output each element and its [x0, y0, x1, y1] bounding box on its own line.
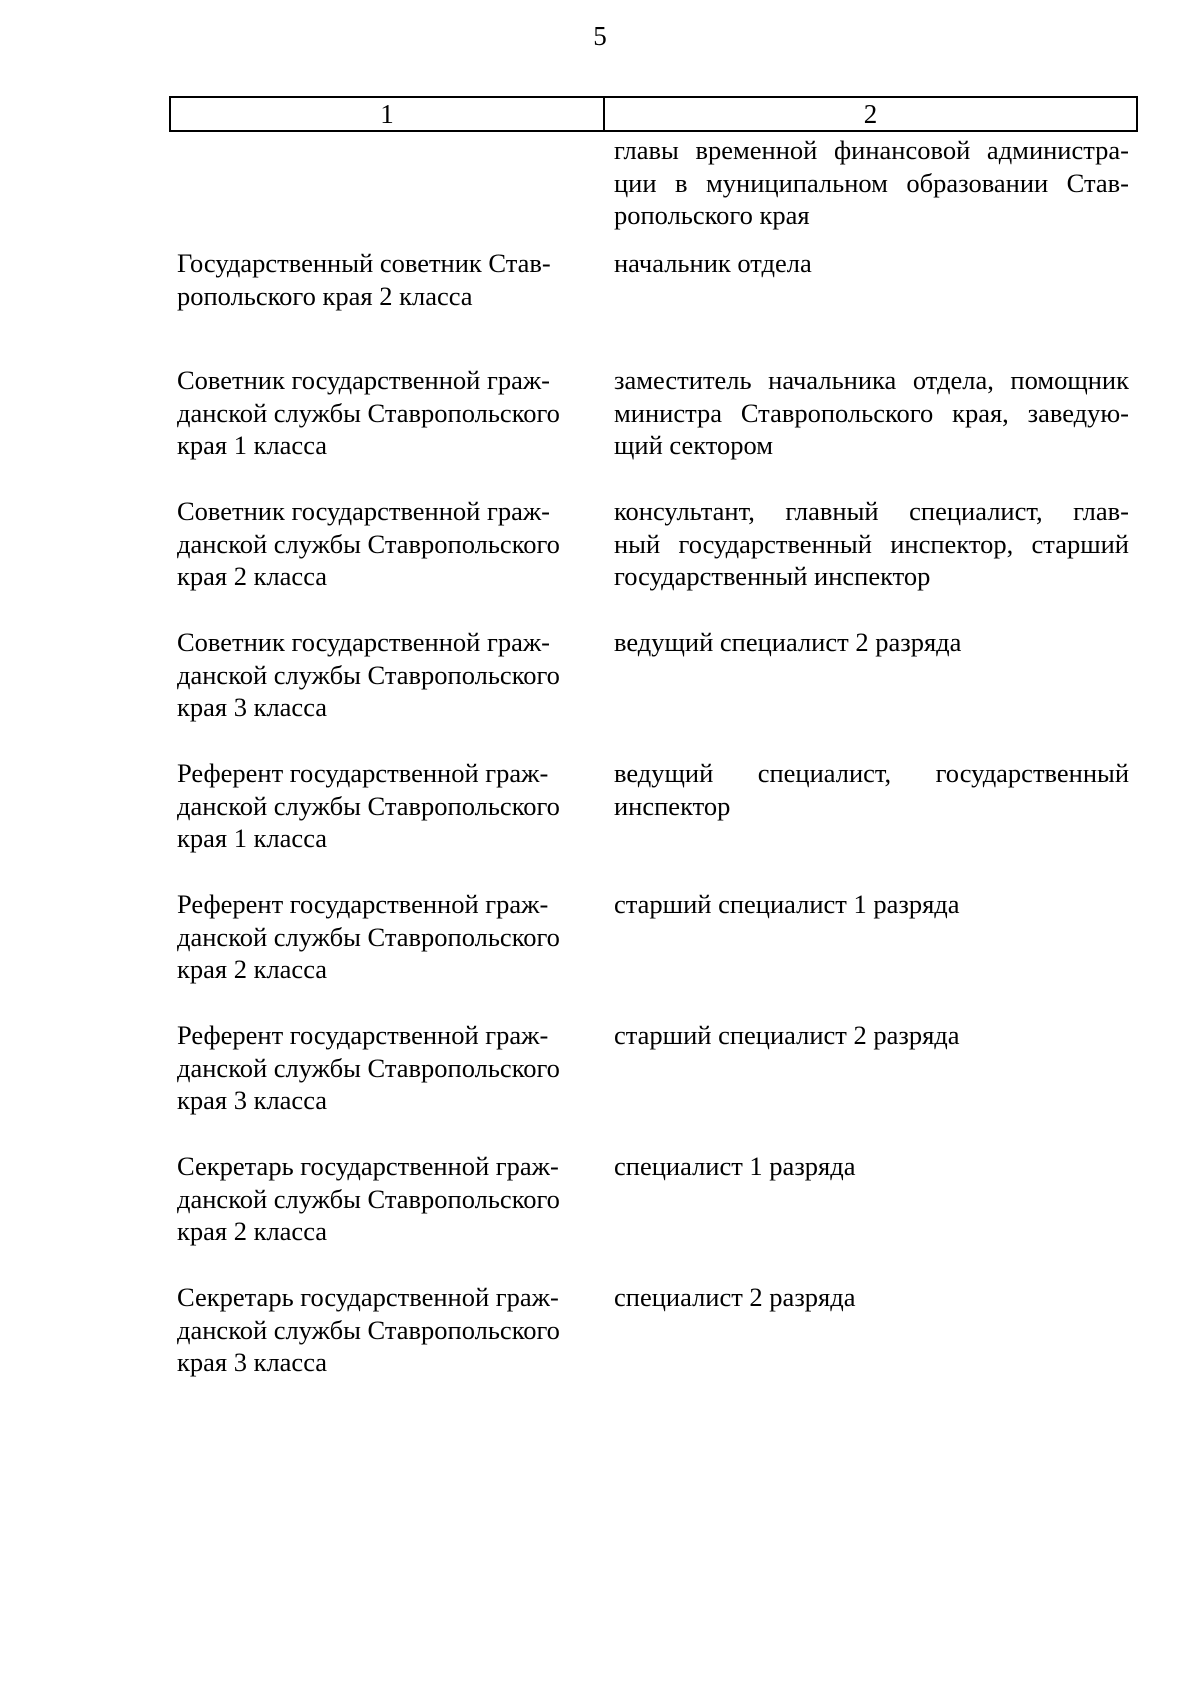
rank-cell [177, 757, 614, 855]
rank-line: края 1 класса [177, 823, 328, 853]
rank-line: данской службы Ставропольского [177, 397, 560, 428]
rank-line: Секретарь государственной граж- [177, 1282, 559, 1312]
rank-line: Референт государственной граж- [177, 1020, 549, 1050]
header-cell-2: 2 [863, 99, 878, 129]
rank-line: данской службы Ставропольского [177, 921, 560, 952]
rank-line: края 2 класса [177, 954, 328, 984]
position-line: специалист 1 разряда [614, 1151, 856, 1181]
table-row [177, 1281, 1137, 1379]
rank-line: края 3 класса [177, 692, 328, 722]
position-cell [614, 888, 1129, 986]
rank-cell [177, 626, 614, 724]
rank-line: Референт государственной граж- [177, 889, 549, 919]
rank-line: данской службы Ставропольского [177, 1183, 560, 1214]
table-row [177, 495, 1137, 593]
table-row [177, 626, 1137, 724]
rank-cell [177, 1281, 614, 1379]
header-cell-1: 1 [171, 98, 605, 130]
position-line: консультант, главный специалист, глав- [614, 496, 1129, 526]
rank-cell [177, 247, 614, 312]
position-line: заместитель начальника отдела, помощник [614, 365, 1129, 395]
table-row [177, 1150, 1137, 1248]
table-header [169, 96, 1138, 132]
continuation-line: главы временной финансовой администра- [614, 135, 1129, 165]
table-row [177, 364, 1137, 462]
position-cell [614, 1150, 1129, 1248]
rank-line: Советник государственной граж- [177, 627, 550, 657]
position-line: ный государственный инспектор, старший [614, 528, 1129, 559]
rank-cell [177, 495, 614, 593]
rank-line: данской службы Ставропольского [177, 790, 560, 821]
page-number: 5 [593, 21, 607, 51]
rank-cell [177, 1019, 614, 1117]
rank-line: края 2 класса [177, 561, 328, 591]
rank-cell [177, 364, 614, 462]
position-line: министра Ставропольского края, заведую- [614, 397, 1129, 428]
rank-line: данской службы Ставропольского [177, 1314, 560, 1345]
continuation-line: ропольского края [614, 200, 810, 230]
position-cell [614, 626, 1129, 724]
rank-line: Государственный советник Став- [177, 248, 551, 278]
position-cell [614, 1019, 1129, 1117]
position-line: государственный инспектор [614, 561, 931, 591]
table-row [177, 247, 1137, 312]
position-line: старший специалист 2 разряда [614, 1020, 960, 1050]
position-cell [614, 1281, 1129, 1379]
position-line: специалист 2 разряда [614, 1282, 856, 1312]
table-row [177, 757, 1137, 855]
continuation-text [614, 134, 1129, 232]
rank-line: Советник государственной граж- [177, 496, 550, 526]
position-cell [614, 757, 1129, 855]
position-line: ведущий специалист 2 разряда [614, 627, 962, 657]
position-line: начальник отдела [614, 248, 812, 278]
rank-cell [177, 1150, 614, 1248]
position-cell [614, 364, 1129, 462]
rank-line: Секретарь государственной граж- [177, 1151, 559, 1181]
rank-line: Советник государственной граж- [177, 365, 550, 395]
rank-line: края 1 класса [177, 430, 328, 460]
rank-line: данской службы Ставропольского [177, 528, 560, 559]
table-row [177, 1019, 1137, 1117]
continuation-line: ции в муниципальном образовании Став- [614, 167, 1129, 198]
rank-line: данской службы Ставропольского [177, 659, 560, 690]
rank-line: края 2 класса [177, 1216, 328, 1246]
position-line: инспектор [614, 790, 731, 821]
rank-line: Референт государственной граж- [177, 758, 549, 788]
rank-cell [177, 888, 614, 986]
rank-line: края 3 класса [177, 1085, 328, 1115]
rank-line: ропольского края 2 класса [177, 280, 473, 311]
position-line: старший специалист 1 разряда [614, 889, 960, 919]
table-row [177, 888, 1137, 986]
rank-line: края 3 класса [177, 1347, 328, 1377]
position-cell [614, 247, 1129, 312]
rank-line: данской службы Ставропольского [177, 1052, 560, 1083]
position-line: щий сектором [614, 430, 774, 460]
position-cell [614, 495, 1129, 593]
position-line: ведущий специалист, государственный [614, 758, 1129, 788]
